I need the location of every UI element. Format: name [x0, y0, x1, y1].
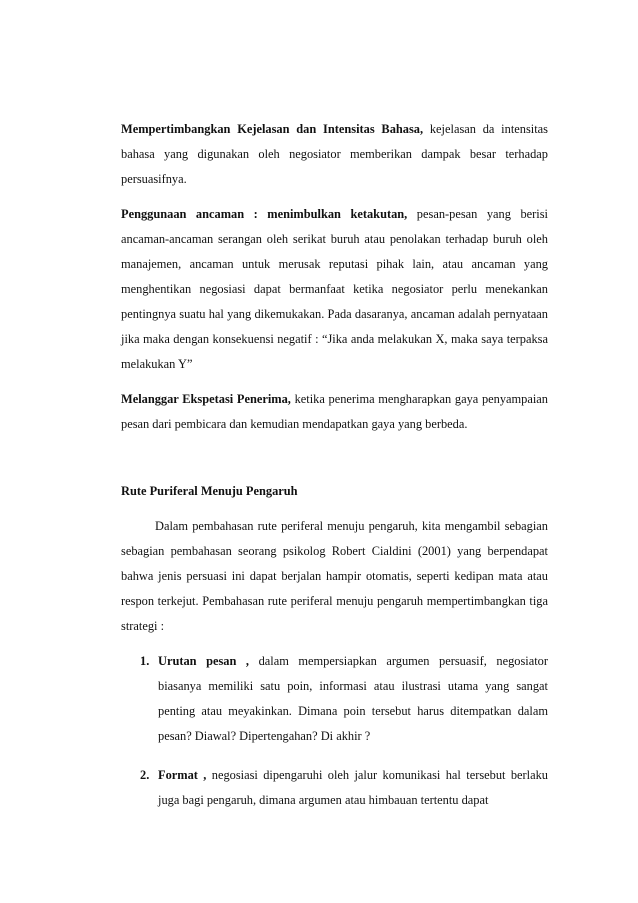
term-clarity: Mempertimbangkan Kejelasan dan Intensitas Bahasa,: [121, 122, 424, 136]
list-item-body: dalam mempersiapkan argumen persuasif, negosiator biasanya memiliki satu poin, informasi atau ilustrasi utama yang sangat penting atau meyakinkan. Dimana poin tersebut harus ditempatkan dalam pesan? Diawal? Dipertengahan? Di akhir ?: [158, 654, 548, 743]
term-expectation: Melanggar Ekspetasi Penerima,: [121, 392, 291, 406]
text-threat: pesan-pesan yang berisi ancaman-ancaman serangan oleh serikat buruh atau penolakan terhadap buruh oleh manajemen, ancaman untuk merusak reputasi pihak lain, atau ancaman yang menghentikan negosiasi dapat bermanfaat ketika negosiator perlu menekankan pentingnya suatu hal yang dikemukakan. Pada dasaranya, ancaman adalah pernyataan jika maka dengan konsekuensi negatif : “Jika anda melakukan X, maka saya terpaksa melakukan Y”: [121, 207, 548, 371]
list-item-text: [158, 763, 548, 813]
paragraph-threat: [121, 202, 548, 377]
section-heading: Rute Puriferal Menuju Pengaruh: [121, 484, 298, 498]
list-item-text: [158, 649, 548, 749]
list-item: [121, 649, 548, 749]
list-item-term: Format ,: [158, 768, 207, 782]
text-clarity: kejelasan da intensitas bahasa yang digunakan oleh negosiator memberikan dampak besar terhadap persuasifnya.: [121, 122, 548, 186]
document-body: [121, 117, 548, 827]
list-item: [121, 763, 548, 813]
paragraph-clarity: [121, 117, 548, 192]
list-number: 2.: [140, 768, 150, 782]
list-number: 1.: [140, 654, 150, 668]
text-expectation: ketika penerima mengharapkan gaya penyampaian pesan dari pembicara dan kemudian mendapatkan gaya yang berbeda.: [121, 392, 549, 431]
list-item-body: negosiasi dipengaruhi oleh jalur komunikasi hal tersebut berlaku juga bagi pengaruh, dimana argumen atau himbauan tertentu dapat: [158, 768, 548, 807]
strategy-list: [121, 649, 548, 813]
term-threat: Penggunaan ancaman : menimbulkan ketakutan,: [121, 207, 408, 221]
paragraph-expectation: [121, 387, 548, 437]
section-intro: Dalam pembahasan rute periferal menuju pengaruh, kita mengambil sebagian sebagian pembahasan seorang psikolog Robert Cialdini (2001) yang berpendapat bahwa jenis persuasi ini dapat berjalan hampir otomatis, seperti kedipan mata atau respon terkejut. Pembahasan rute periferal menuju pengaruh mempertimbangkan tiga strategi :: [121, 519, 548, 633]
list-item-term: Urutan pesan ,: [158, 654, 250, 668]
